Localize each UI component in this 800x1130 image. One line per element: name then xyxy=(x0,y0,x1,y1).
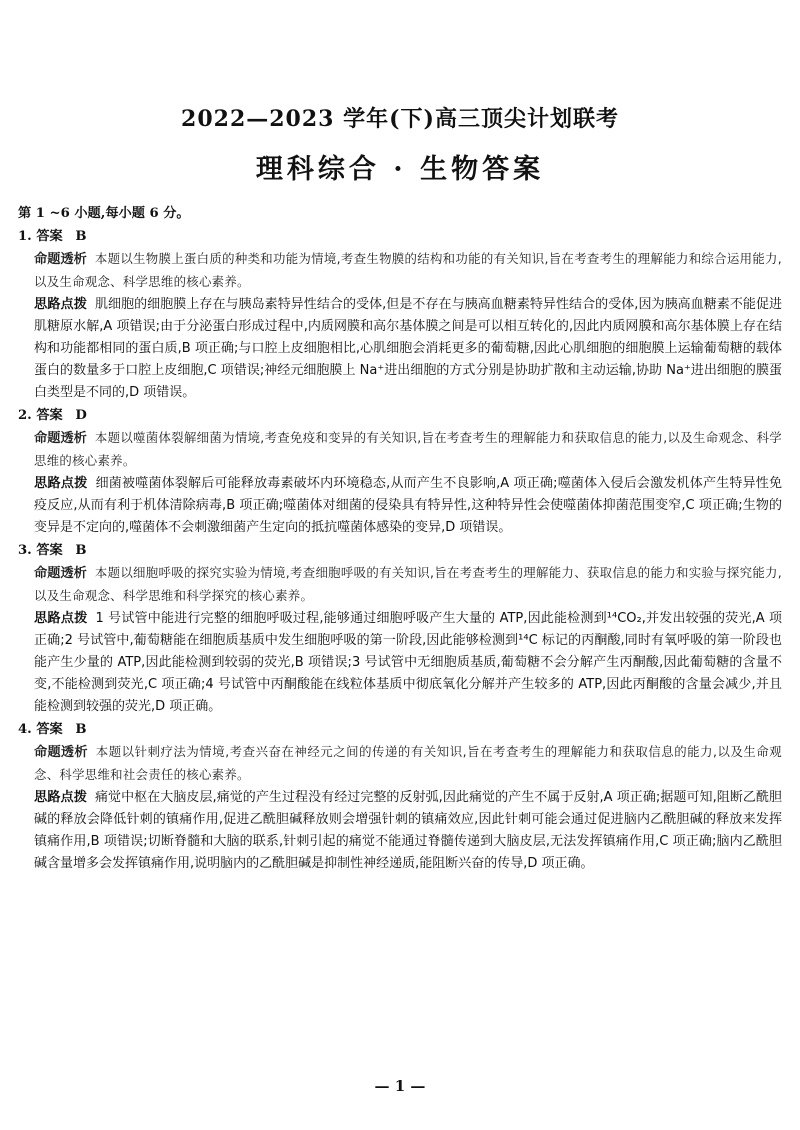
hint-text: 肌细胞的细胞膜上存在与胰岛素特异性结合的受体,但是不存在与胰高血糖素特异性结合的受体,因为胰高血糖素不能促进肌糖原水解,A 项错误;由于分泌蛋白形成过程中,内质网膜和高尔基体膜之间是可以相互转化的,因此内质网膜和高尔基体膜上存在结构和功能都相同的蛋白质,B 项正确;与口腔上皮细胞相比,心肌细胞会消耗更多的葡萄糖,因此心肌细胞的细胞膜上运输葡萄糖的载体蛋白的数量多于口腔上皮细胞,C 项错误;神经元细胞膜上 Na⁺进出细胞的方式分别是协助扩散和主动运输,协助 Na⁺进出细胞的膜蛋白类型是不同的,D 项错误。 xyxy=(34,297,783,400)
hint-paragraph xyxy=(18,608,782,718)
analysis-text: 本题以噬菌体裂解细菌为情境,考查免疫和变异的有关知识,旨在考查考生的理解能力和获取信息的能力,以及生命观念、科学思维的核心素养。 xyxy=(34,430,782,468)
analysis-label: 命题透析 xyxy=(34,252,87,267)
answer-label: 答案 xyxy=(36,722,63,737)
analysis-text: 本题以针刺疗法为情境,考查兴奋在神经元之间的传递的有关知识,旨在考查考生的理解能力和获取信息的能力,以及生命观念、科学思维和社会责任的核心素养。 xyxy=(34,744,782,782)
hint-text: 痛觉中枢在大脑皮层,痛觉的产生过程没有经过完整的反射弧,因此痛觉的产生不属于反射,A 项正确;据题可知,阻断乙酰胆碱的释放会降低针刺的镇痛作用,促进乙酰胆碱释放则会增强针刺的镇痛效应,因此针刺可能会通过促进脑内乙酰胆碱的释放来发挥镇痛作用,B 项错误;切断脊髓和大脑的联系,针刺引起的痛觉不能通过脊髓传递到大脑皮层,无法发挥镇痛作用,C 项正确;脑内乙酰胆碱含量增多会发挥镇痛作用,说明脑内的乙酰胆碱是抑制性神经递质,能阻断兴奋的传导,D 项正确。 xyxy=(34,790,783,871)
answer-label: 答案 xyxy=(36,543,63,558)
question-number: 1. xyxy=(18,229,32,244)
analysis-paragraph xyxy=(18,248,782,294)
hint-label: 思路点拨 xyxy=(34,790,87,805)
analysis-paragraph xyxy=(18,427,782,473)
hint-label: 思路点拨 xyxy=(34,611,88,626)
question-4 xyxy=(18,719,782,875)
answer-line xyxy=(18,226,782,248)
analysis-text: 本题以细胞呼吸的探究实验为情境,考查细胞呼吸的有关知识,旨在考查考生的理解能力、获取信息的能力和实验与探究能力,以及生命观念、科学思维和科学探究的核心素养。 xyxy=(34,565,782,603)
analysis-paragraph xyxy=(18,741,782,787)
hint-label: 思路点拨 xyxy=(34,297,87,312)
question-number: 2. xyxy=(18,408,32,423)
answer-label: 答案 xyxy=(36,408,63,423)
question-2 xyxy=(18,405,782,539)
answer-line xyxy=(18,540,782,562)
question-3 xyxy=(18,540,782,718)
hint-paragraph xyxy=(18,294,782,404)
answer-line xyxy=(18,405,782,427)
question-1 xyxy=(18,226,782,404)
answer-value: B xyxy=(75,543,87,558)
exam-title: 2022—2023 学年(下)高三顶尖计划联考 xyxy=(181,106,619,132)
analysis-label: 命题透析 xyxy=(34,745,88,760)
analysis-paragraph xyxy=(18,562,782,608)
hint-paragraph xyxy=(18,787,782,875)
analysis-label: 命题透析 xyxy=(34,566,87,581)
answer-value: B xyxy=(75,722,87,737)
page-number: — 1 — xyxy=(374,1077,426,1095)
subject-title: 理科综合 · 生物答案 xyxy=(255,154,545,185)
question-number: 3. xyxy=(18,543,32,558)
hint-paragraph xyxy=(18,473,782,539)
analysis-text: 本题以生物膜上蛋白质的种类和功能为情境,考查生物膜的结构和功能的有关知识,旨在考查考生的理解能力和综合运用能力,以及生命观念、科学思维的核心素养。 xyxy=(34,251,782,289)
answer-content xyxy=(18,203,782,875)
analysis-label: 命题透析 xyxy=(34,431,87,446)
answer-value: D xyxy=(75,408,87,423)
question-number: 4. xyxy=(18,722,32,737)
section-intro: 第 1 ~6 小题,每小题 6 分。 xyxy=(18,206,190,221)
answer-value: B xyxy=(75,229,87,244)
answer-label: 答案 xyxy=(36,229,63,244)
answer-line xyxy=(18,719,782,741)
hint-text: 细菌被噬菌体裂解后可能释放毒素破坏内环境稳态,从而产生不良影响,A 项正确;噬菌体入侵后会激发机体产生特异性免疫反应,从而有利于机体清除病毒,B 项正确;噬菌体对细菌的侵染具有特异性,这种特异性会使噬菌体抑菌范围变窄,C 项正确;生物的变异是不定向的,噬菌体不会刺激细菌产生定向的抵抗噬菌体感染的变异,D 项错误。 xyxy=(34,476,782,535)
hint-text: 1 号试管中能进行完整的细胞呼吸过程,能够通过细胞呼吸产生大量的 ATP,因此能检测到¹⁴CO₂,并发出较强的荧光,A 项正确;2 号试管中,葡萄糖能在细胞质基质中发生细胞呼吸的第一阶段,因此能够检测到¹⁴C 标记的丙酮酸,同时有氧呼吸的第一阶段也能产生少量的 ATP,因此能检测到较弱的荧光,B 项错误;3 号试管中无细胞质基质,葡萄糖不会分解产生丙酮酸,因此葡萄糖的含量不变,不能检测到荧光,C 项正确;4 号试管中丙酮酸能在线粒体基质中彻底氧化分解并产生较多的 ATP,因此丙酮酸的含量会减少,并且能检测到较强的荧光,D 项正确。 xyxy=(34,611,782,714)
hint-label: 思路点拨 xyxy=(34,476,88,491)
